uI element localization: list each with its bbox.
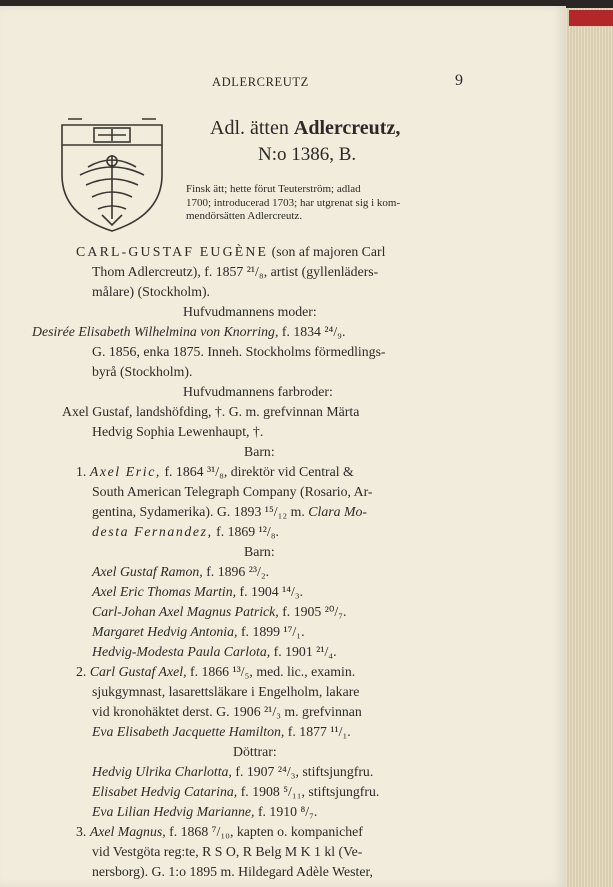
item-number: 2. (76, 664, 87, 679)
text-fragment: (son af majoren Carl (271, 244, 386, 259)
text-fragment: f. 1869 ¹²/₈. (216, 524, 279, 539)
text-fragment: f. 1864 ³¹/₈, direktör vid Central & (164, 464, 354, 479)
text-fragment: f. 1896 ²³/₂. (206, 564, 270, 579)
text-line: vid Vestgöta reg:te, R S O, R Belg M K 1 kl (Ve- (92, 844, 363, 859)
text-line (92, 724, 351, 740)
person-name: Axel Eric Thomas Martin, (92, 584, 237, 599)
text-line (92, 584, 303, 600)
coat-of-arms-icon (58, 115, 166, 233)
person-name: desta Fernandez, (92, 524, 213, 539)
text-fragment: f. 1905 ²⁰/₇. (282, 604, 347, 619)
family-number: N:o 1386, B. (258, 144, 357, 165)
text-line: G. 1856, enka 1875. Inneh. Stockholms förmedlings- (92, 344, 386, 359)
person-name: Axel Magnus, (89, 824, 166, 839)
text-fragment: f. 1910 ⁸/₇. (257, 804, 318, 819)
head-name: CARL-GUSTAF EUGÈNE (76, 244, 269, 259)
person-name: Margaret Hedvig Antonia, (92, 624, 238, 639)
text-fragment: f. 1868 ⁷/₁₀, kapten o. kompanichef (169, 824, 363, 839)
person-name: Eva Elisabeth Jacquette Hamilton, (92, 724, 285, 739)
text-line: vid kronohäktet derst. G. 1906 ²¹/₃ m. grefvinnan (92, 704, 362, 719)
text-fragment: f. 1907 ²⁴/₃, stiftsjungfru. (235, 764, 374, 779)
person-name: Clara Mo- (308, 504, 367, 519)
intro-line: 1700; introducerad 1703; har utgrenat sig i kom- (186, 196, 401, 209)
text-line: byrå (Stockholm). (92, 364, 193, 379)
text-fragment: f. 1901 ²¹/₄. (273, 644, 337, 659)
section-heading: Hufvudmannens farbroder: (183, 384, 333, 399)
text-line (92, 804, 317, 820)
title-prefix: Adl. ätten (210, 117, 289, 139)
text-fragment: gentina, Sydamerika). G. 1893 ¹⁵/₁₂ m. (92, 504, 305, 519)
text-line (92, 564, 269, 580)
text-line (92, 524, 279, 540)
text-fragment: f. 1834 ²⁴/₉. (281, 324, 346, 339)
text-line: sjukgymnast, lasarettsläkare i Engelholm, lakare (92, 684, 360, 699)
person-name: Axel Eric, (89, 464, 161, 479)
text-line: Hedvig Sophia Lewenhaupt, †. (92, 424, 264, 439)
intro-line: mendörsätten Adlercreutz. (186, 210, 303, 222)
text-line (92, 764, 373, 780)
person-name: Hedvig Ulrika Charlotta, (92, 764, 232, 779)
text-line (92, 504, 367, 520)
text-fragment: f. 1899 ¹⁷/₁. (240, 624, 305, 639)
text-line (92, 624, 305, 640)
section-heading: Barn: (244, 544, 275, 559)
person-name: Carl Gustaf Axel, (89, 664, 187, 679)
text-line (76, 464, 354, 480)
item-number: 3. (76, 824, 87, 839)
person-name: Eva Lilian Hedvig Marianne, (92, 804, 255, 819)
family-intro (186, 183, 468, 224)
item-number: 1. (76, 464, 87, 479)
person-name: Hedvig-Modesta Paula Carlota, (92, 644, 271, 659)
text-line (92, 644, 337, 660)
text-fragment: f. 1866 ¹³/₅, med. lic., examin. (189, 664, 356, 679)
title-name: Adlercreutz, (293, 117, 401, 139)
running-title: ADLERCREUTZ (212, 75, 309, 89)
text-fragment: f. 1908 ⁵/₁₁, stiftsjungfru. (240, 784, 380, 799)
person-name: Axel Gustaf Ramon, (92, 564, 203, 579)
person-name: Desirée Elisabeth Wilhelmina von Knorring, (32, 324, 279, 339)
bookmark-ribbon (569, 10, 613, 26)
page-edges (566, 8, 613, 887)
person-name: Carl-Johan Axel Magnus Patrick, (92, 604, 279, 619)
section-heading: Döttrar: (233, 744, 277, 759)
text-fragment: f. 1877 ¹¹/₁. (287, 724, 351, 739)
text-line (92, 604, 347, 620)
family-title (210, 117, 400, 140)
text-line (76, 824, 363, 840)
text-line: South American Telegraph Company (Rosario, Ar- (92, 484, 373, 499)
intro-line: Finsk ätt; hette förut Teuterström; adlad (186, 183, 361, 195)
section-heading: Hufvudmannens moder: (183, 304, 317, 319)
text-line: nersborg). G. 1:o 1895 m. Hildegard Adèle Wester, (92, 864, 373, 879)
text-line: Axel Gustaf, landshöfding, †. G. m. grefvinnan Märta (62, 404, 360, 419)
person-name: Elisabet Hedvig Catarina, (92, 784, 238, 799)
text-line (76, 664, 355, 680)
text-fragment: f. 1904 ¹⁴/₃. (239, 584, 304, 599)
text-line (32, 324, 345, 340)
text-line (76, 244, 385, 260)
text-line: målare) (Stockholm). (92, 284, 211, 299)
text-line: Thom Adlercreutz), f. 1857 ²¹/₈, artist (gyllenläders- (92, 264, 379, 279)
section-heading: Barn: (244, 444, 275, 459)
text-line (92, 784, 379, 800)
page-number: 9 (455, 72, 463, 89)
